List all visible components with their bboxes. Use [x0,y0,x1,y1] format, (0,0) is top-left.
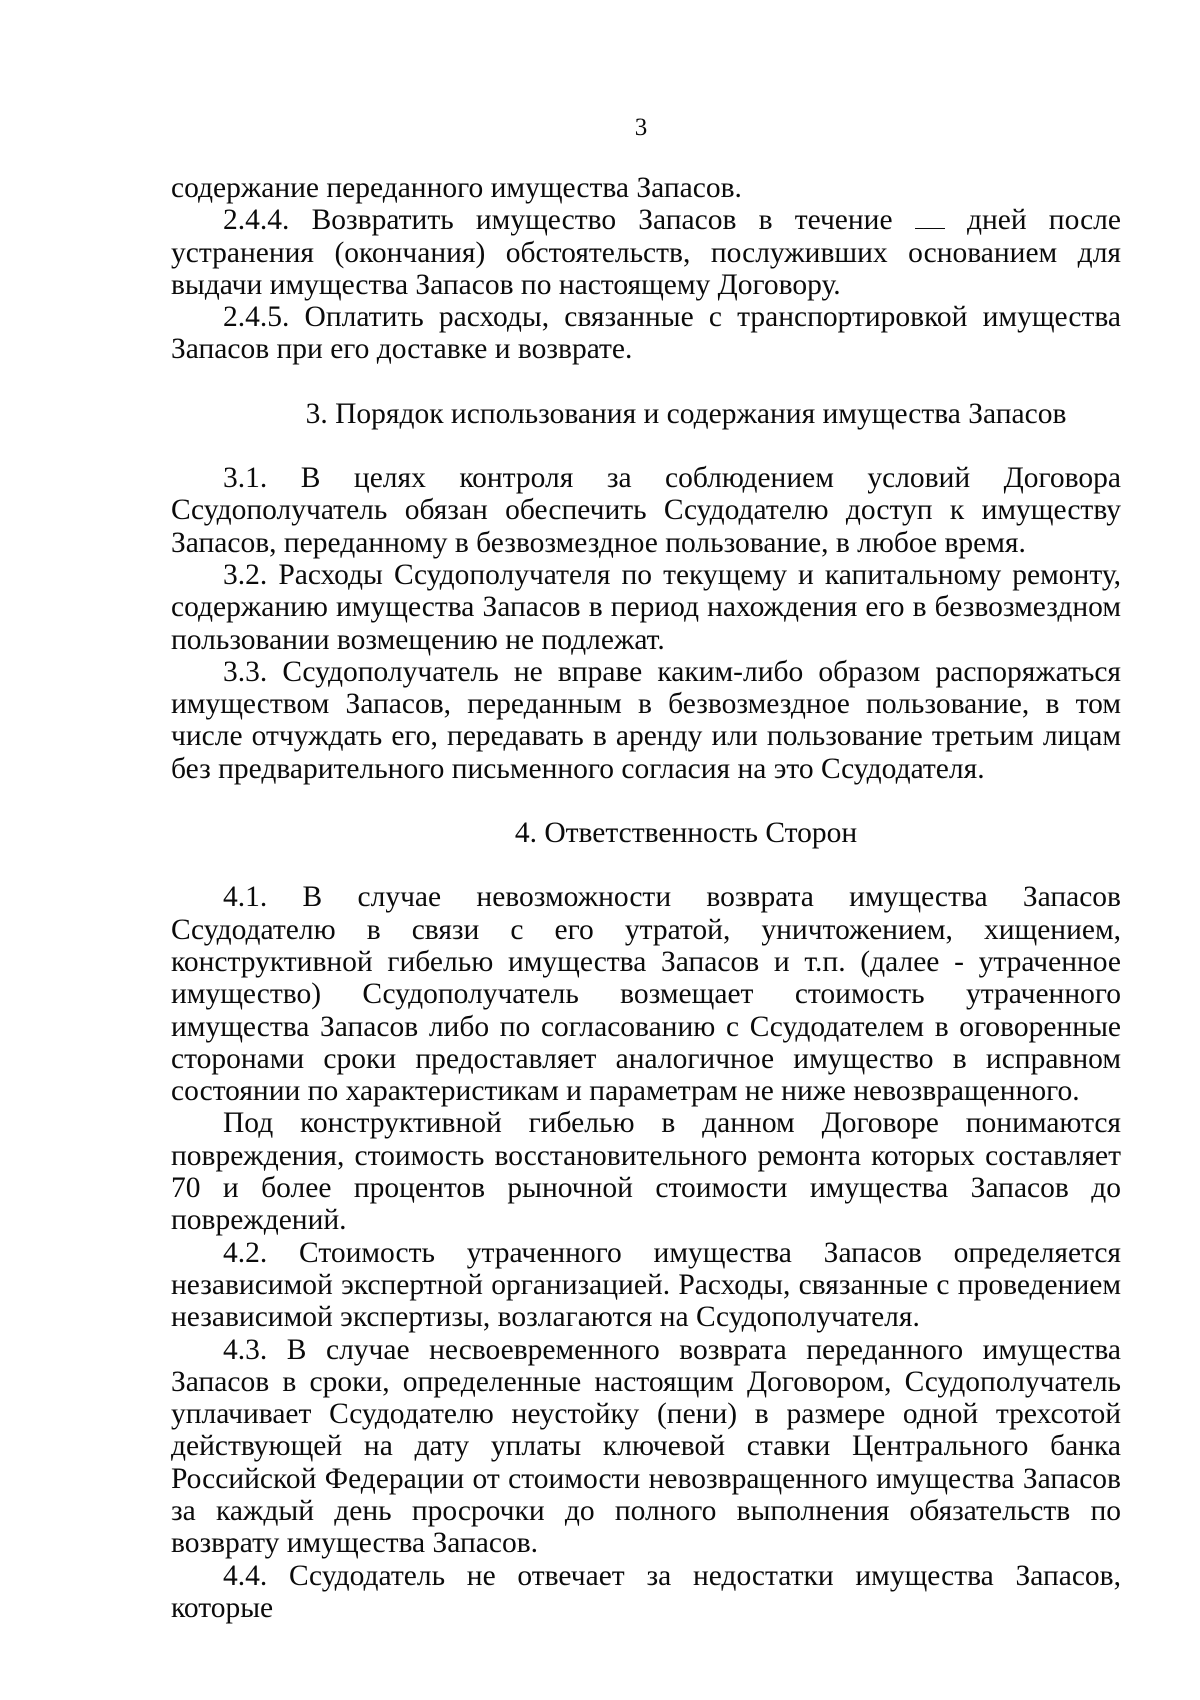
days-blank-field [915,206,945,229]
document-body [171,172,1129,1624]
paragraph-3-1: 3.1. В целях контроля за соблюдением условий Договора Ссудополучатель обязан обеспечить Ссудодателю доступ к имуществу Запасов, переданному в безвозмездное пользование, в любое время. [171,462,1121,559]
paragraph-continuation: содержание переданного имущества Запасов. [171,172,742,204]
paragraph-4-1: 4.1. В случае невозможности возврата имущества Запасов Ссудодателю в связи с его утратой, уничтожением, хищением, конструктивной гибелью имущества Запасов и т.п. (далее - утраченное имущество) Ссудополучатель возмещает стоимость утраченного имущества Запасов либо по согласованию с Ссудодателем в оговоренные сторонами сроки предоставляет аналогичное имущество в исправном состоянии по характеристикам и параметрам не ниже невозвращенного. [171,881,1121,1108]
paragraph-2-4-4 [171,204,1129,301]
page-number: 3 [634,114,648,141]
paragraph-2-4-4-text-start: 2.4.4. Возвратить имущество Запасов в течение [223,204,915,237]
paragraph-3-3: 3.3. Ссудополучатель не вправе каким-либо образом распоряжаться имуществом Запасов, переданным в безвозмездное пользование, в том числе отчуждать его, передавать в аренду или пользование третьим лицам без предварительного письменного согласия на это Ссудодателя. [171,655,1121,785]
section-heading-4: 4. Ответственность Сторон [514,817,858,850]
paragraph-4-3: 4.3. В случае несвоевременного возврата переданного имущества Запасов в сроки, определенные настоящим Договором, Ссудополучатель уплачивает Ссудодателю неустойку (пени) в размере одной трехсотой действующей на дату уплаты ключевой ставки Центрального банка Российской Федерации от стоимости невозвращенного имущества Запасов за каждый день просрочки до полного выполнения обязательств по возврату имущества Запасов. [171,1333,1121,1560]
paragraph-2-4-4-text-end: дней после устранения (окончания) обстоятельств, послуживших основанием для выдачи имущества Запасов по настоящему Договору. [171,204,1129,301]
section-heading-3: 3. Порядок использования и содержания имущества Запасов [305,397,1067,430]
paragraph-4-1-definition: Под конструктивной гибелью в данном Договоре понимаются повреждения, стоимость восстановительного ремонта которых составляет 70 и более процентов рыночной стоимости имущества Запасов до повреждений. [171,1107,1121,1237]
paragraph-4-4: 4.4. Ссудодатель не отвечает за недостатки имущества Запасов, которые [171,1559,1121,1624]
paragraph-2-4-5: 2.4.5. Оплатить расходы, связанные с транспортировкой имущества Запасов при его доставке и возврате. [171,301,1121,366]
paragraph-3-2: 3.2. Расходы Ссудополучателя по текущему и капитальному ремонту, содержанию имущества Запасов в период нахождения его в безвозмездном пользовании возмещению не подлежат. [171,558,1121,656]
paragraph-4-2: 4.2. Стоимость утраченного имущества Запасов определяется независимой экспертной организацией. Расходы, связанные с проведением независимой экспертизы, возлагаются на Ссудополучателя. [171,1236,1121,1334]
